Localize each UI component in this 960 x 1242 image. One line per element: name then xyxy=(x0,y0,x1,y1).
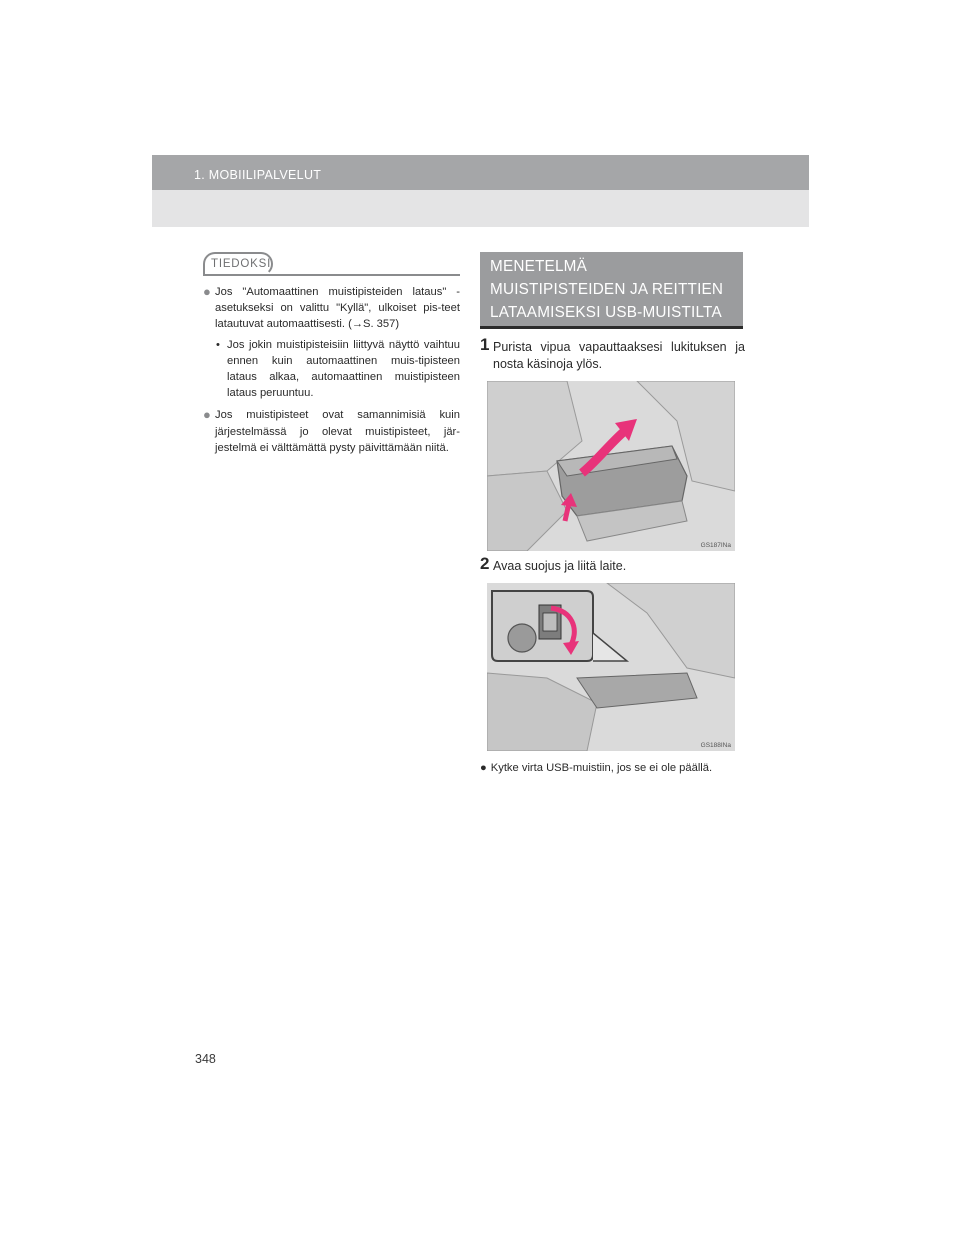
procedure-title-line: LATAAMISEKSI USB-MUISTILTA xyxy=(490,304,722,321)
procedure-title-line: MENETELMÄ xyxy=(490,258,587,275)
procedure-title-line: MUISTIPISTEIDEN JA REITTIEN xyxy=(490,281,724,298)
usb-illustration xyxy=(487,583,735,751)
procedure-step xyxy=(480,335,745,373)
info-sub-bullet xyxy=(203,337,460,402)
info-label-box xyxy=(203,252,273,276)
info-bullet xyxy=(203,284,460,333)
bullet-dot-icon: ● xyxy=(480,762,487,774)
step-text: Purista vipua vapauttaaksesi lukituksen ja nosta käsinoja ylös. xyxy=(493,340,745,371)
info-label: TIEDOKSI xyxy=(211,258,272,270)
info-bullet xyxy=(203,407,460,456)
page-number: 348 xyxy=(195,1052,216,1066)
figure-code: GS188INa xyxy=(700,742,731,749)
armrest-illustration xyxy=(487,381,735,551)
procedure-note xyxy=(480,762,750,774)
figure-code: GS187INa xyxy=(700,542,731,549)
section-title: 1. MOBIILIPALVELUT xyxy=(194,168,322,182)
info-sub-bullet-text: Jos jokin muistipisteisiin liittyvä näyttö vaihtuu ennen kuin automaattinen muis-tipisteen lataus alkaa, automaattinen muistipisteen lataus peruuntuu. xyxy=(227,338,460,400)
section-subheader-bar xyxy=(152,190,809,227)
sub-bullet-dot-icon: • xyxy=(216,338,220,351)
procedure-step xyxy=(480,554,745,575)
step-text: Avaa suojus ja liitä laite. xyxy=(493,559,627,573)
step-number: 2 xyxy=(480,554,490,573)
info-bullet-text: Jos muistipisteet ovat samannimisiä kuin järjestelmässä jo olevat muistipisteet, jär-jestelmä ei välttämättä pysty päivittämään niitä. xyxy=(215,409,460,454)
bullet-dot-icon: ● xyxy=(203,407,211,423)
bullet-dot-icon: ● xyxy=(203,284,211,299)
info-block xyxy=(203,284,460,460)
info-bullet-text: Jos "Automaattinen muistipisteiden lataus" -asetukseksi on valittu "Kyllä", ulkoiset pis-teet latautuvat automaattisesti. (→S. 357) xyxy=(215,286,460,331)
info-divider xyxy=(203,274,460,276)
armrest-figure xyxy=(487,381,735,551)
procedure-title-box xyxy=(480,252,743,329)
note-text: Kytke virta USB-muistiin, jos se ei ole päällä. xyxy=(490,762,713,774)
usb-figure xyxy=(487,583,735,751)
section-header-bar xyxy=(152,155,809,190)
step-number: 1 xyxy=(480,335,490,354)
